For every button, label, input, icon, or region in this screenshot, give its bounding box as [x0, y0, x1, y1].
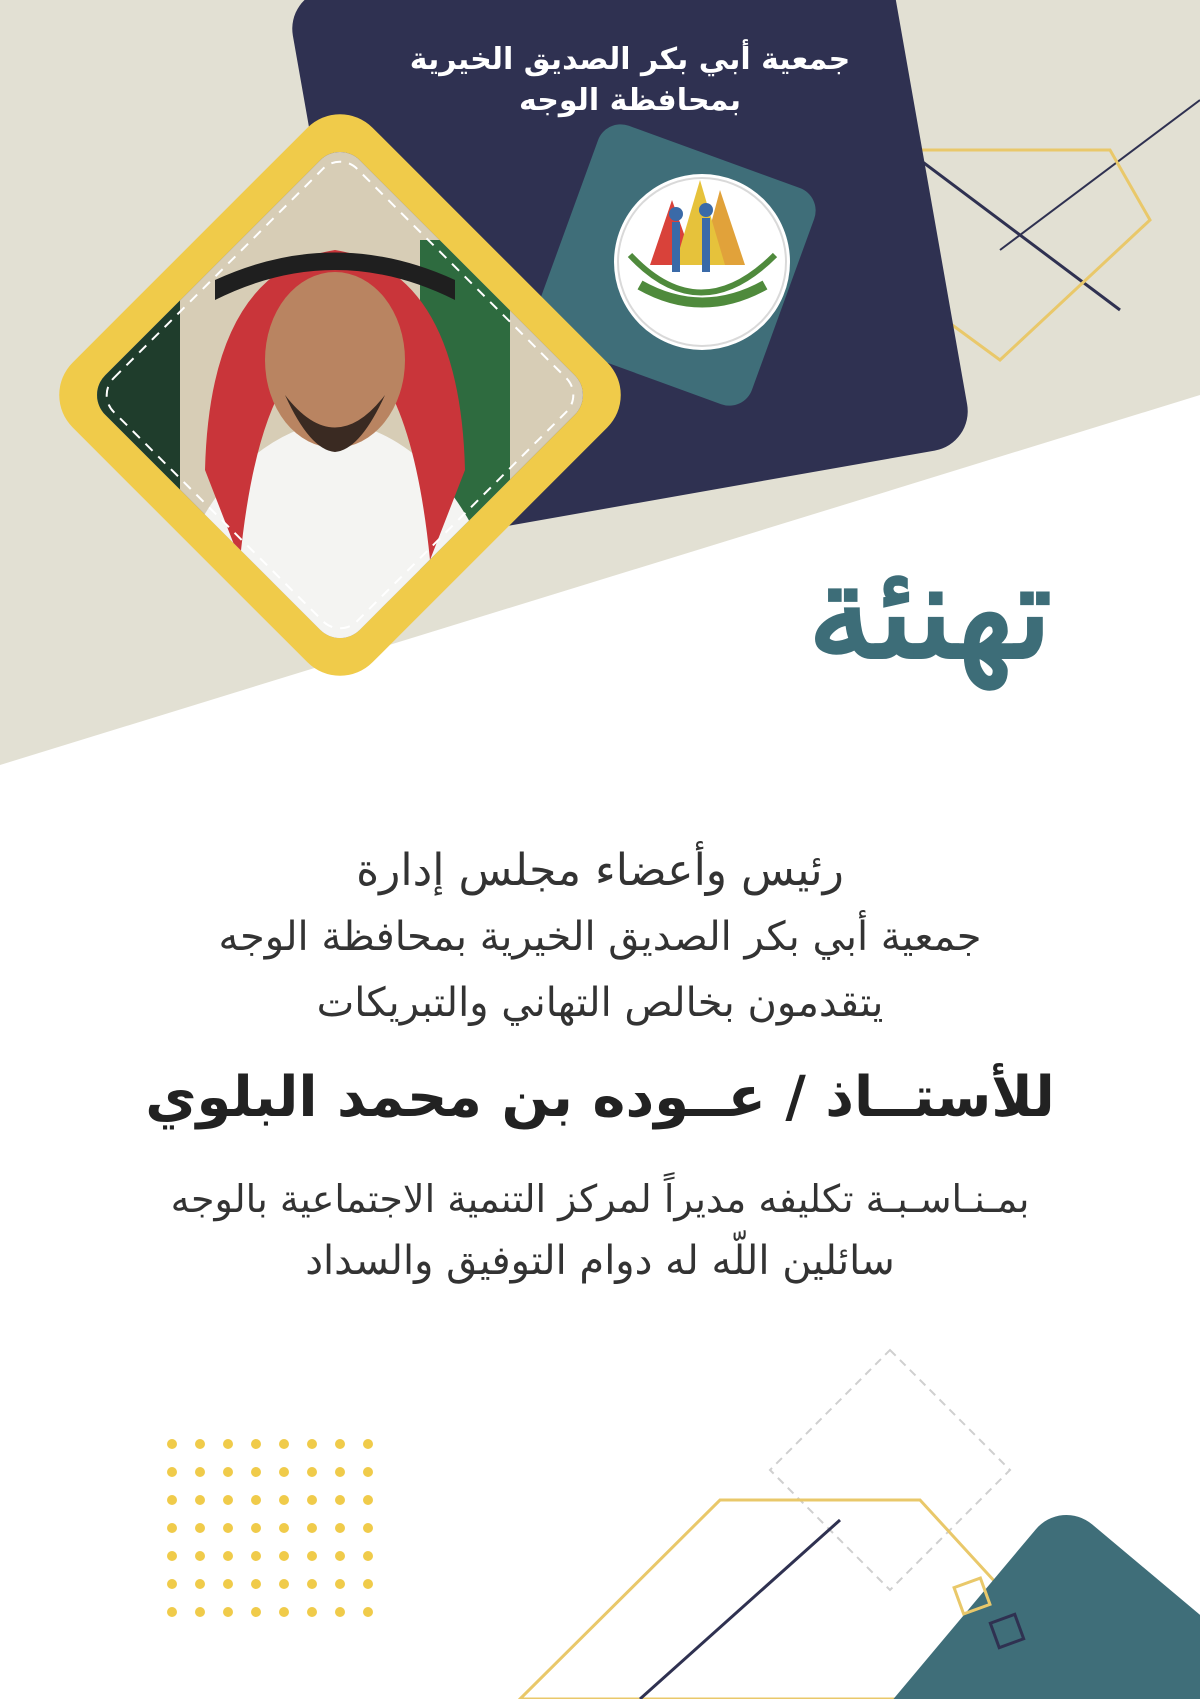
message-line-board: رئيس وأعضاء مجلس إدارة — [356, 845, 844, 896]
charity-logo-icon — [614, 174, 790, 350]
deco-dashed-diamond — [770, 1350, 1010, 1590]
dot-grid — [167, 1439, 373, 1617]
message-line-wishes: سائلين اللّه له دوام التوفيق والسداد — [305, 1238, 895, 1284]
message-body — [60, 838, 1140, 1292]
organization-name-line1: جمعية أبي بكر الصديق الخيرية — [409, 42, 851, 77]
message-line-occasion: بمـنـاسـبـة تكليفه مديراً لمركز التنمية الاجتماعية بالوجه — [170, 1177, 1030, 1221]
message-line-organization: جمعية أبي بكر الصديق الخيرية بمحافظة الوجه — [218, 914, 982, 960]
honoree-name: للأستــاذ / عــوده بن محمد البلوي — [145, 1065, 1055, 1130]
organization-name — [360, 40, 900, 121]
deco-line — [640, 1520, 840, 1699]
teal-corner-shape — [869, 1499, 1200, 1699]
message-line-greetings: يتقدمون بخالص التهاني والتبريكات — [316, 980, 884, 1026]
organization-name-line2: بمحافظة الوجه — [519, 82, 741, 118]
congratulations-title: تهنئة — [807, 535, 1053, 688]
